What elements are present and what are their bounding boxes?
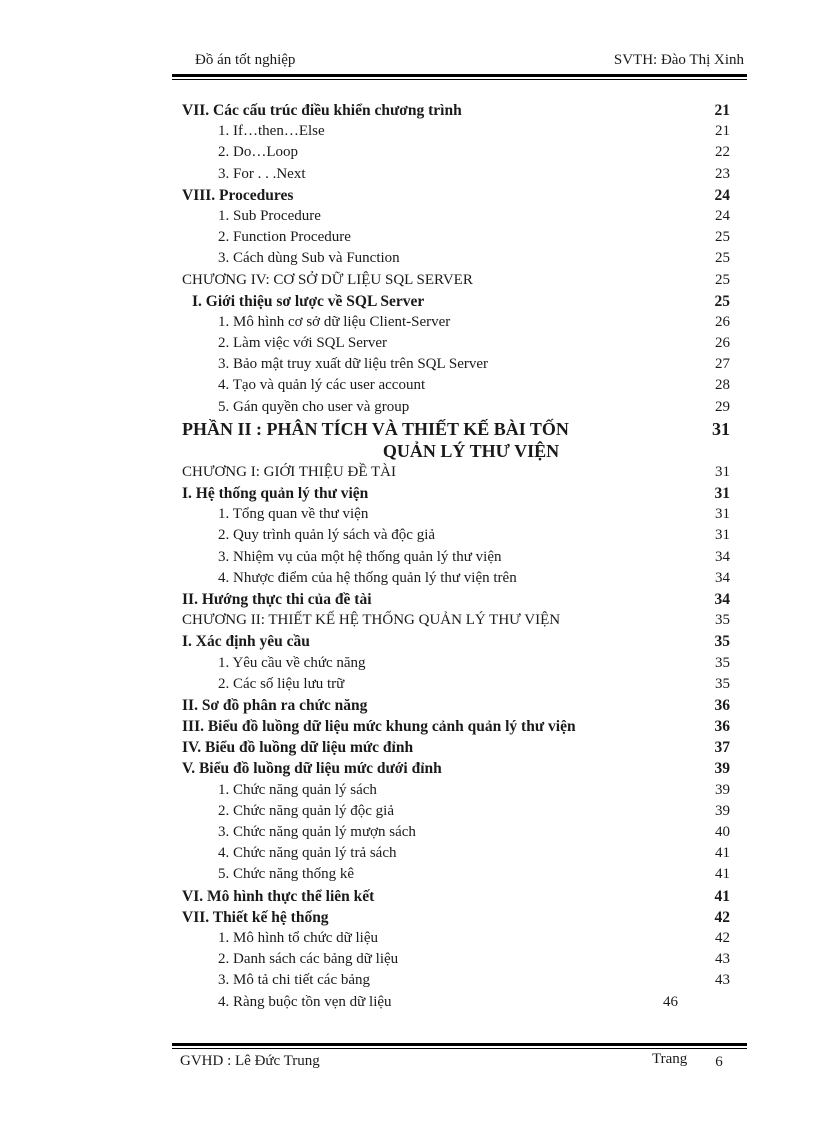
toc-entry-page: 43 (715, 951, 730, 968)
toc-entry-page: 26 (715, 335, 730, 352)
toc-entry (182, 142, 730, 163)
toc-entry-title: 2. Các số liệu lưu trữ (218, 675, 345, 692)
toc-entry (182, 589, 730, 610)
toc-entry-page: 31 (712, 418, 730, 439)
toc-entry-title: II. Sơ đồ phân ra chức năng (182, 696, 368, 714)
toc-entry (182, 801, 730, 822)
toc-entry-page: 21 (715, 123, 730, 140)
toc-entry (182, 462, 730, 483)
toc-entry (182, 270, 730, 291)
toc-entry-page: 25 (715, 271, 730, 288)
toc-entry-title: CHƯƠNG IV: CƠ SỞ DỮ LIỆU SQL SERVER (182, 271, 473, 288)
toc-entry-title: II. Hướng thực thi của đề tài (182, 590, 372, 608)
toc-entry-title: VIII. Procedures (182, 186, 294, 204)
toc-entry (182, 949, 730, 970)
toc-entry-title: IV. Biểu đồ luồng dữ liệu mức đỉnh (182, 739, 414, 757)
toc-entry (182, 886, 730, 907)
toc-entry-page: 26 (715, 313, 730, 330)
toc-entry-title: PHẦN II : PHÂN TÍCH VÀ THIẾT KẾ BÀI TỐN (182, 418, 569, 439)
toc-entry (182, 568, 730, 589)
toc-entry-title: VII. Các cấu trúc điều khiển chương trình (182, 102, 462, 119)
footer-page (652, 1051, 723, 1068)
toc-entry-title: 1. Mô hình tổ chức dữ liệu (218, 929, 378, 946)
toc-entry (182, 695, 730, 716)
toc-entry-title: I. Xác định yêu cầu (182, 633, 310, 651)
toc-entry (182, 418, 730, 440)
toc-entry-title: I. Hệ thống quản lý thư viện (182, 485, 369, 502)
toc-entry-page: 21 (714, 102, 730, 119)
toc-entry-page: 22 (715, 144, 730, 161)
toc-entry-page: 46 (663, 993, 678, 1010)
toc-entry-page: 41 (714, 887, 730, 905)
toc-entry (182, 121, 730, 142)
toc-entry-title: III. Biểu đồ luồng dữ liệu mức khung cảnh quản lý thư viện (182, 718, 576, 736)
toc-entry-page: 31 (715, 506, 730, 523)
toc-entry (182, 440, 730, 462)
toc-entry-page: 28 (715, 377, 730, 394)
toc-entry-page: 35 (715, 654, 730, 671)
toc-entry-title: 1. Mô hình cơ sở dữ liệu Client-Server (218, 313, 451, 330)
footer-left: GVHD : Lê Đức Trung (180, 1053, 320, 1069)
toc-entry (182, 758, 730, 779)
toc-entry (182, 312, 730, 333)
toc-entry (182, 291, 730, 312)
toc-entry-title: 3. Mô tả chi tiết các bảng (218, 972, 371, 989)
toc-entry (182, 737, 730, 758)
toc-entry (182, 185, 730, 206)
header-right: SVTH: Đào Thị Xinh (613, 52, 744, 68)
toc-entry-page: 39 (714, 760, 730, 778)
toc-entry (182, 822, 730, 843)
toc-entry (182, 525, 730, 546)
toc-entry-title: 2. Chức năng quản lý độc giả (218, 802, 395, 819)
toc-entry (182, 970, 730, 991)
toc-entry-page: 39 (715, 802, 730, 819)
toc-entry-page: 31 (715, 463, 730, 480)
footer-page-number: 6 (715, 1054, 723, 1070)
toc-entry-title: V. Biểu đồ luồng dữ liệu mức dưới đỉnh (182, 760, 442, 778)
toc-entry-title: 1. Chức năng quản lý sách (218, 781, 377, 798)
toc-entry-title: 3. Bảo mật truy xuất dữ liệu trên SQL Server (218, 356, 489, 373)
toc-entry (182, 780, 730, 801)
toc-entry (182, 631, 730, 652)
toc-entry (182, 375, 730, 396)
toc-entry-page: 43 (715, 972, 730, 989)
toc-entry-page: 24 (715, 207, 730, 224)
toc-entry-title: 3. Nhiệm vụ của một hệ thống quản lý thư viện (218, 548, 502, 565)
toc-entry-title: 1. Tổng quan về thư viện (218, 506, 369, 523)
toc-entry (182, 248, 730, 269)
toc-entry-page: 25 (715, 229, 730, 246)
toc-entry-page: 36 (714, 718, 730, 736)
toc-entry (182, 716, 730, 737)
toc-entry-page: 36 (714, 696, 730, 714)
toc-entry-title: CHƯƠNG I: GIỚI THIỆU ĐỀ TÀI (182, 463, 396, 480)
toc-entry-page: 27 (715, 356, 730, 373)
toc-entry (182, 547, 730, 568)
toc-entry-title: 5. Chức năng thống kê (218, 866, 355, 883)
toc-entry-title: 1. Yêu cầu về chức năng (218, 654, 366, 671)
toc-entry-page: 42 (714, 908, 730, 926)
footer-page-label: Trang (652, 1051, 688, 1067)
table-of-contents (182, 100, 730, 1013)
toc-entry (182, 907, 730, 928)
toc-entry-page: 39 (715, 781, 730, 798)
toc-entry (182, 928, 730, 949)
toc-entry (182, 483, 730, 504)
toc-entry-title: 4. Ràng buộc tồn vẹn dữ liệu (218, 993, 392, 1010)
toc-entry (182, 227, 730, 248)
toc-entry (182, 354, 730, 375)
toc-entry (182, 610, 730, 631)
toc-entry-page: 37 (714, 739, 730, 757)
toc-entry-title: CHƯƠNG II: THIẾT KẾ HỆ THỐNG QUẢN LÝ THƯ VIỆN (182, 612, 561, 629)
toc-entry-page: 42 (715, 929, 730, 946)
toc-entry-title: 2. Function Procedure (218, 229, 351, 246)
toc-entry-page: 34 (715, 569, 730, 586)
toc-entry-title: 2. Do…Loop (218, 144, 298, 161)
toc-entry (182, 843, 730, 864)
toc-entry-page: 34 (714, 590, 730, 608)
toc-entry-page: 41 (715, 845, 730, 862)
toc-entry-page: 41 (715, 866, 730, 883)
toc-entry (182, 206, 730, 227)
header-rule-thick (172, 74, 747, 77)
toc-entry (182, 100, 730, 121)
toc-entry-title: 4. Tạo và quản lý các user account (218, 377, 426, 394)
toc-entry-page: 31 (714, 485, 730, 502)
footer-rule-thick (172, 1043, 747, 1046)
toc-entry-title: VII. Thiết kế hệ thống (182, 908, 329, 926)
toc-entry (182, 653, 730, 674)
toc-entry-page: 31 (715, 527, 730, 544)
toc-entry-title: QUẢN LÝ THƯ VIỆN (382, 440, 560, 461)
toc-entry-page: 24 (714, 186, 730, 204)
toc-entry-page: 23 (715, 165, 730, 182)
toc-entry-page: 25 (715, 250, 730, 267)
toc-entry-page: 34 (715, 548, 730, 565)
toc-entry-title: 4. Chức năng quản lý trả sách (218, 845, 397, 862)
toc-entry-title: 3. Cách dùng Sub và Function (218, 250, 400, 267)
toc-entry-title: 2. Quy trình quản lý sách và độc giả (218, 527, 436, 544)
header-rule-thin (172, 79, 747, 80)
toc-entry-page: 35 (714, 633, 730, 651)
toc-entry-page: 35 (715, 612, 730, 629)
toc-entry-title: 3. For . . .Next (218, 165, 306, 182)
toc-entry (182, 674, 730, 695)
header-left: Đồ án tốt nghiệp (195, 52, 296, 68)
toc-entry-title: VI. Mô hình thực thể liên kết (182, 887, 375, 905)
toc-entry (182, 504, 730, 525)
toc-entry (182, 333, 730, 354)
toc-entry-title: 3. Chức năng quản lý mượn sách (218, 824, 416, 840)
toc-entry-title: 2. Làm việc với SQL Server (218, 335, 387, 352)
toc-entry (182, 397, 730, 418)
toc-entry-page: 25 (714, 292, 730, 310)
toc-entry-page: 40 (715, 824, 730, 840)
toc-entry (182, 864, 730, 885)
toc-entry-title: 1. Sub Procedure (218, 207, 321, 224)
toc-entry-title: 1. If…then…Else (218, 123, 325, 140)
toc-entry (182, 992, 730, 1013)
toc-entry-title: 5. Gán quyền cho user và group (218, 398, 410, 415)
toc-entry (182, 164, 730, 185)
toc-entry-title: 4. Nhược điểm của hệ thống quản lý thư viện trên (218, 569, 517, 586)
footer-rule-thin (172, 1048, 747, 1049)
toc-entry-title: 2. Danh sách các bảng dữ liệu (218, 951, 399, 968)
toc-entry-page: 29 (715, 398, 730, 415)
toc-entry-title: I. Giới thiệu sơ lược về SQL Server (192, 292, 425, 310)
toc-entry-page: 35 (715, 675, 730, 692)
